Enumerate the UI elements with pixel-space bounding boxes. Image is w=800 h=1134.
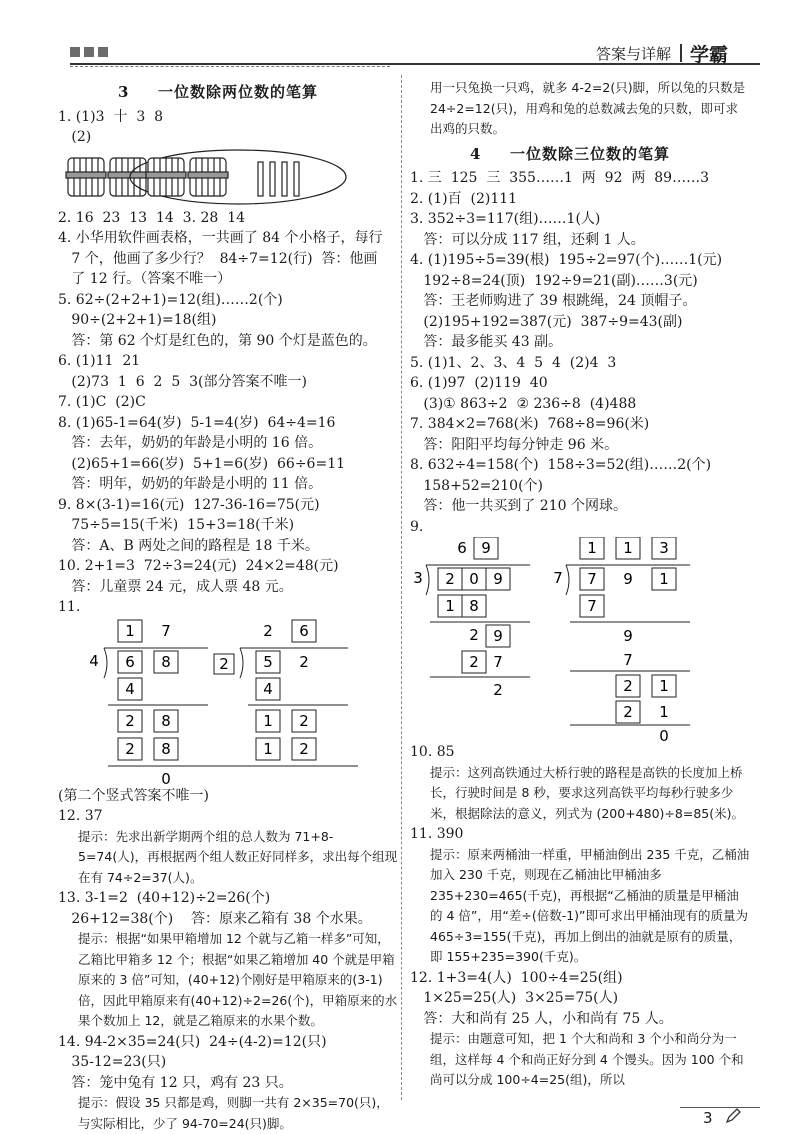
svg-text:7: 7 xyxy=(587,597,597,615)
svg-text:7: 7 xyxy=(587,570,597,588)
hint-14-continued: 用一只兔换一只鸡，就多 4-2=2(只)脚，所以兔的只数是 24÷2=12(只)，用鸡和兔的总数减去兔的只数，即可求出鸡的只数。 xyxy=(430,80,746,136)
answer-line: 6. (1)97 (2)119 40 xyxy=(410,375,548,391)
svg-text:2: 2 xyxy=(125,711,135,730)
answer-line: 158+52=210(个) xyxy=(410,477,543,494)
answer-line: 答：大和尚有 25 人，小和尚有 75 人。 xyxy=(410,1010,673,1027)
page-header xyxy=(0,0,800,70)
svg-text:1: 1 xyxy=(623,539,633,557)
svg-text:0: 0 xyxy=(161,769,171,786)
svg-text:2: 2 xyxy=(445,570,455,588)
svg-text:0: 0 xyxy=(659,727,669,742)
single-stick-icons xyxy=(258,162,299,196)
svg-text:2: 2 xyxy=(299,652,309,671)
answer-line: (2)195+192=387(元) 387÷9=43(副) xyxy=(410,313,683,330)
svg-text:7: 7 xyxy=(493,653,503,671)
svg-text:1: 1 xyxy=(263,711,273,730)
answer-line: 答：可以分成 117 组，还剩 1 人。 xyxy=(410,231,645,248)
long-division-9b xyxy=(553,537,690,742)
section-heading-3: 3 一位数除两位数的笔算 xyxy=(118,83,319,101)
svg-text:1: 1 xyxy=(445,597,455,615)
svg-text:8: 8 xyxy=(469,597,479,615)
svg-text:3: 3 xyxy=(659,539,669,557)
answer-line: 11. xyxy=(58,599,81,615)
answer-line: 答：他一共买到了 210 个网球。 xyxy=(410,498,627,514)
svg-text:2: 2 xyxy=(469,653,479,671)
answer-line: 4. 小华用软件画表格，一共画了 84 个小格子，每行 xyxy=(58,230,383,246)
answer-line: 答：最多能买 43 副。 xyxy=(410,334,563,350)
svg-text:2: 2 xyxy=(493,681,503,699)
svg-text:4: 4 xyxy=(263,679,273,698)
long-division-9 xyxy=(410,537,750,742)
svg-text:9: 9 xyxy=(493,570,503,588)
hint-11: 提示：原来两桶油一样重，甲桶油倒出 235 千克，乙桶油加入 230 千克，则现在乙桶油比甲桶油多 235+230=465(千克)，再根据“乙桶油的质量是甲桶油的 4 倍”，用“差÷(倍数-1)”即可求出甲桶油现有的质量为 465÷3=155(千克)，再加上倒出的油就是原有的质量，即 155+235=390(千克)。 xyxy=(430,846,750,964)
answer-line: 5. 62÷(2+2+1)=12(组)……2(个) xyxy=(58,291,283,308)
answer-line: 13. 3-1=2 (40+12)÷2=26(个) xyxy=(58,890,271,906)
header-title: 答案与详解 xyxy=(596,45,672,63)
answer-line: 答：王老师购进了 39 根跳绳，24 顶帽子。 xyxy=(410,293,697,309)
svg-text:2: 2 xyxy=(623,703,633,721)
svg-text:2: 2 xyxy=(263,621,273,640)
bundle-icon xyxy=(108,158,148,196)
svg-text:1: 1 xyxy=(659,570,669,588)
long-division-9a xyxy=(413,537,530,699)
bundle-icon xyxy=(66,158,106,196)
answer-line: 1×25=25(人) 3×25=75(人) xyxy=(410,990,619,1006)
svg-text:9: 9 xyxy=(623,627,633,645)
footer-rule xyxy=(680,1107,760,1108)
answer-line: 26+12=38(个) 答：原来乙箱有 38 个水果。 xyxy=(58,910,372,927)
svg-text:2: 2 xyxy=(299,739,309,758)
svg-text:2: 2 xyxy=(125,739,135,758)
digit: 1 xyxy=(125,621,135,640)
answer-line: (3)① 863÷2 ② 236÷8 (4)488 xyxy=(410,395,637,412)
svg-text:8: 8 xyxy=(161,652,171,671)
answer-line: 6. (1)11 21 xyxy=(58,353,141,369)
svg-text:8: 8 xyxy=(161,739,171,758)
column-divider xyxy=(401,75,402,1100)
header-separator xyxy=(680,44,682,62)
hint-10: 提示：这列高铁通过大桥行驶的路程是高铁的长度加上桥长，行驶时间是 8 秒，要求这列高铁平均每秒行驶多少米，根据除法的意义，列式为 (200+480)÷8=85(米)。 xyxy=(430,764,744,821)
svg-text:7: 7 xyxy=(553,569,563,587)
svg-text:6: 6 xyxy=(299,621,309,640)
hint-13: 提示：根据“如果甲箱增加 12 个就与乙箱一样多”可知，乙箱比甲箱多 12 个；根据“如果乙箱增加 40 个就是甲箱原来的 3 倍”可知，(40+12)个刚好是甲箱原来的(3-1)倍，因此甲箱原来有(40+12)÷2=26(个)，甲箱原来的水果个数加上 12，就是乙箱原来的水果个数。 xyxy=(78,931,398,1028)
long-division-11b xyxy=(214,620,348,760)
svg-text:9: 9 xyxy=(623,570,633,588)
answer-line: 答：第 62 个灯是红色的，第 90 个灯是蓝色的。 xyxy=(58,332,377,349)
answer-line: 2. 16 23 13 14 3. 28 14 xyxy=(58,209,246,226)
svg-text:1: 1 xyxy=(263,739,273,758)
svg-text:2: 2 xyxy=(299,711,309,730)
answer-line: 7. 384×2=768(米) 768÷8=96(米) xyxy=(410,416,650,432)
hint-14: 提示：假设 35 只都是鸡，则脚一共有 2×35=70(只)，与实际相比，少了 94-70=24(只)脚。 xyxy=(78,1095,389,1131)
svg-text:7: 7 xyxy=(623,651,633,669)
svg-text:9: 9 xyxy=(481,539,491,557)
answer-line: 2. (1)百 (2)111 xyxy=(410,190,518,207)
header-square-2 xyxy=(84,47,94,57)
answer-line: (第二个竖式答案不唯一) xyxy=(58,787,209,804)
answer-line: 12. 37 xyxy=(58,808,103,824)
answer-line: 答：笼中兔有 12 只，鸡有 23 只。 xyxy=(58,1074,293,1091)
header-rule xyxy=(70,63,760,65)
long-division-11 xyxy=(58,618,398,786)
answer-line: 9. xyxy=(410,518,424,535)
answer-line: 答：去年，奶奶的年龄是小明的 16 倍。 xyxy=(58,435,323,451)
svg-text:1: 1 xyxy=(659,677,669,695)
svg-text:2: 2 xyxy=(469,626,479,644)
bundle-illustration xyxy=(58,148,398,208)
answer-line: (2)65+1=66(岁) 5+1=6(岁) 66÷6=11 xyxy=(58,455,346,472)
digit: 4 xyxy=(89,651,99,670)
answer-line: 了 12 行。（答案不唯一） xyxy=(58,271,232,287)
svg-text:8: 8 xyxy=(161,711,171,730)
answer-line: 答：儿童票 24 元，成人票 48 元。 xyxy=(58,578,293,595)
answer-line: 5. (1)1、2、3、4 5 4 (2)4 3 xyxy=(410,354,617,371)
bundle-icon xyxy=(146,158,186,196)
hint-12: 提示：先求出新学期两个组的总人数为 71+8-5=74(人)，再根据两个组人数正好同样多，求出每个组现在有 74÷2=37(人)。 xyxy=(78,828,398,885)
svg-text:2: 2 xyxy=(623,677,633,695)
answer-line: 8. (1)65-1=64(岁) 5-1=4(岁) 64÷4=16 xyxy=(58,414,336,431)
answer-line: 1. (1)3 十 3 8 xyxy=(58,108,164,125)
stick-bundles-figure xyxy=(58,148,358,206)
answer-line: 75÷5=15(千米) 15+3=18(千米) xyxy=(58,517,295,533)
answer-line: 7 个，他画了多少行？ 84÷7=12(行) 答：他画 xyxy=(58,250,378,267)
answer-line: 90÷(2+2+1)=18(组) xyxy=(58,312,217,328)
header-dash xyxy=(70,66,390,67)
svg-text:1: 1 xyxy=(659,703,669,721)
svg-text:5: 5 xyxy=(263,652,273,671)
hint-12-right: 提示：由题意可知，把 1 个大和尚和 3 个小和尚分为一组，这样每 4 个和尚正好分到 4 个馒头。因为 100 个和尚可以分成 100÷4=25(组)，所以 xyxy=(430,1031,744,1087)
section-heading-4: 4 一位数除三位数的笔算 xyxy=(470,144,671,163)
answer-line: 10. 2+1=3 72÷3=24(元) 24×2=48(元) xyxy=(58,558,339,574)
answer-line: 12. 1+3=4(人) 100÷4=25(组) xyxy=(410,969,623,986)
svg-text:9: 9 xyxy=(493,627,503,645)
answer-line: 35-12=23(只) xyxy=(58,1054,167,1070)
header-square-3 xyxy=(98,47,108,57)
answer-line: 9. 8×(3-1)=16(元) 127-36-16=75(元) xyxy=(58,496,320,513)
page-number: 3 xyxy=(703,1109,713,1127)
answer-line: 10. 85 xyxy=(410,744,455,760)
answer-line: (2)73 1 6 2 5 3(部分答案不唯一) xyxy=(58,373,307,390)
digit: 7 xyxy=(161,621,171,640)
answer-line: 答：阳阳平均每分钟走 96 米。 xyxy=(410,436,619,453)
svg-text:6: 6 xyxy=(125,652,135,671)
svg-text:6: 6 xyxy=(457,539,467,557)
bundle-icon xyxy=(188,158,228,196)
svg-text:3: 3 xyxy=(413,569,423,587)
svg-text:1: 1 xyxy=(587,539,597,557)
answer-line: 14. 94-2×35=24(只) 24÷(4-2)=12(只) xyxy=(58,1033,327,1050)
header-square-1 xyxy=(70,47,80,57)
answer-line: 4. (1)195÷5=39(根) 195÷2=97(个)……1(元) xyxy=(410,252,723,268)
answer-line: 答：A、B 两处之间的路程是 18 千米。 xyxy=(58,537,319,554)
svg-text:0: 0 xyxy=(469,570,479,588)
svg-text:4: 4 xyxy=(125,679,135,698)
answer-line: 11. 390 xyxy=(410,826,464,842)
answer-line: 7. (1)C (2)C xyxy=(58,394,146,410)
answer-line: (2) xyxy=(58,129,92,145)
svg-text:2: 2 xyxy=(219,654,229,673)
answer-line: 3. 352÷3=117(组)……1(人) xyxy=(410,211,601,227)
answer-line: 8. 632÷4=158(个) 158÷3=52(组)……2(个) xyxy=(410,457,712,473)
right-column xyxy=(410,78,750,1091)
left-column xyxy=(58,78,398,1134)
long-division-11a xyxy=(89,620,358,786)
answer-line: 1. 三 125 三 355……1 两 92 两 89……3 xyxy=(410,170,709,186)
answer-line: 答：明年，奶奶的年龄是小明的 11 倍。 xyxy=(58,476,323,492)
pencil-icon xyxy=(724,1107,742,1125)
header-brand: 学霸 xyxy=(690,44,729,66)
answer-line: 192÷8=24(顶) 192÷9=21(副)……3(元) xyxy=(410,272,698,289)
